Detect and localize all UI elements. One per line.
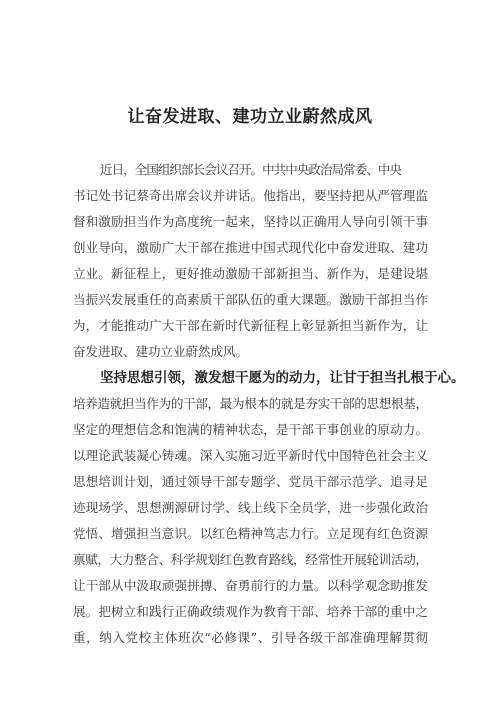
paragraph-line: 立业。新征程上，更好推动激励干部新担当、新作为，是建设堪 <box>73 266 429 281</box>
paragraph-line: 重，纳入党校主体班次“必修课”、引导各级干部准确理解贯彻 <box>73 630 429 645</box>
paragraph-line: 以理论武装凝心铸魂。深入实施习近平新时代中国特色社会主义 <box>73 448 429 463</box>
paragraph-line: 督和激励担当作为高度统一起来，坚持以正确用人导向引领干事 <box>73 214 429 229</box>
document-title: 让奋发进取、建功立业蔚然成风 <box>127 107 373 127</box>
paragraph-line: 思想培训计划，通过领导干部专题学、党员干部示范学、追寻足 <box>73 474 429 489</box>
paragraph-line: 创业导向，激励广大干部在推进中国式现代化中奋发进取、建功 <box>73 240 429 255</box>
paragraph-line: 书记处书记蔡奇出席会议并讲话。他指出，要坚持把从严管理监 <box>73 188 429 203</box>
section-heading: 坚持思想引领，激发想干愿为的动力，让甘于担当扎根于心。 <box>100 370 465 386</box>
paragraph-line: 禀赋，大力整合、科学规划红色教育路线，经常性开展轮训活动， <box>73 552 428 567</box>
paragraph-line: 让干部从中汲取顽强拼搏、奋勇前行的力量。以科学观念助推发 <box>73 578 429 593</box>
paragraph-line: 奋发进取、建功立业蔚然成风。 <box>73 344 249 359</box>
paragraph-line: 展。把树立和践行正确政绩观作为教育干部、培养干部的重中之 <box>73 604 429 619</box>
paragraph-line: 坚定的理想信念和饱满的精神状态，是干部干事创业的原动力。 <box>73 422 429 437</box>
paragraph-line: 当振兴发展重任的高素质干部队伍的重大课题。激励干部担当作 <box>73 292 429 307</box>
paragraph-line: 党悟、增强担当意识。以红色精神笃志力行。立足现有红色资源 <box>73 526 429 541</box>
paragraph-line: 迹现场学、思想溯源研讨学、线上线下全员学，进一步强化政治 <box>73 500 429 515</box>
paragraph-line: 为，才能推动广大干部在新时代新征程上彰显新担当新作为，让 <box>73 318 429 333</box>
paragraph-line: 近日，全国组织部长会议召开。中共中央政治局常委、中央 <box>100 162 402 177</box>
paragraph-line: 培养造就担当作为的干部，最为根本的就是夯实干部的思想根基， <box>73 396 428 411</box>
